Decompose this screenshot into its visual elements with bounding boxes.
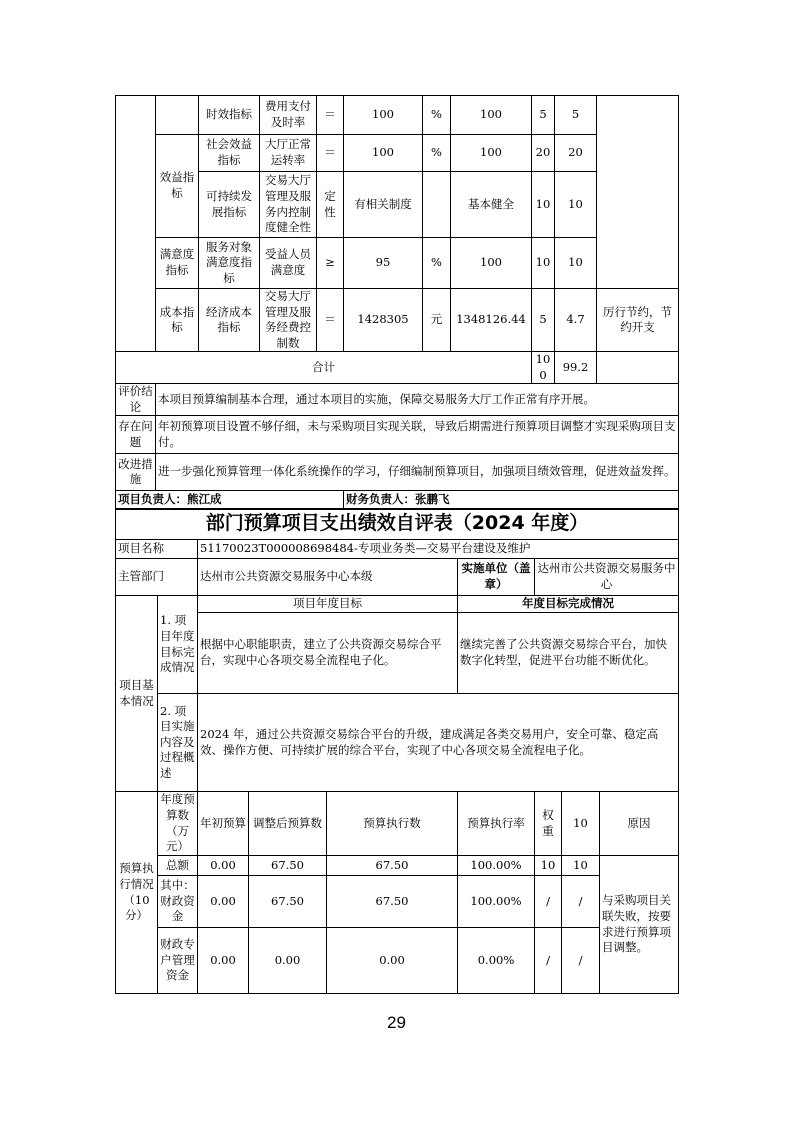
adjusted-budget-header: 调整后预算数 [249, 792, 327, 856]
budget-item: 总额 [158, 856, 198, 876]
weight: 5 [532, 96, 555, 135]
total-row [116, 352, 679, 384]
reason-text: 与采购项目关联失败，按要求进行预算项目调整。 [600, 856, 679, 994]
actual-value: 100 [451, 238, 532, 289]
score: / [562, 928, 600, 994]
actual-value: 基本健全 [451, 172, 532, 238]
executed-budget: 67.50 [327, 876, 458, 928]
table-row [116, 172, 679, 238]
page-title: 部门预算项目支出绩效自评表（2024 年度） [116, 509, 679, 540]
operator: ≥ [317, 238, 344, 289]
target-value: 有相关制度 [344, 172, 423, 238]
improvement-text: 进一步强化预算管理一体化系统操作的学习，仔细编制预算项目，加强项目绩效管理，促进效益发挥。 [156, 454, 679, 491]
budget-item-header: 年度预算数（万元） [158, 792, 198, 856]
total-score: 99.2 [555, 352, 597, 384]
implementation-text: 2024 年，通过公共资源交易综合平台的升级，建成满足各类交易用户，安全可靠、稳定高效、操作方便、可持续扩展的综合平台，实现了中心各项交易全流程电子化。 [198, 694, 679, 792]
unit: 元 [423, 289, 451, 352]
indicator-name: 交易大厅管理及服务经费控制数 [260, 289, 317, 352]
weight: 10 [532, 172, 555, 238]
department-label: 主管部门 [116, 559, 198, 596]
weight: / [535, 876, 562, 928]
signature-row [116, 491, 679, 510]
goal-label: 1. 项目年度目标完成情况 [158, 596, 198, 694]
score: 4.7 [555, 289, 597, 352]
table-row [116, 96, 679, 135]
issue-text: 年初预算项目设置不够仔细，未与采购项目实现关联，导致后期需进行预算项目调整才实现采购项目支付。 [156, 416, 679, 454]
operator: ＝ [317, 96, 344, 135]
sub-indicator: 经济成本指标 [199, 289, 260, 352]
indicator-name: 大厅正常运转率 [260, 135, 317, 172]
executed-budget: 0.00 [327, 928, 458, 994]
operator: 定性 [317, 172, 344, 238]
adjusted-budget: 67.50 [249, 856, 327, 876]
blank-cell [156, 96, 199, 135]
done-text: 继续完善了公共资源交易综合平台，加快数字化转型，促进平台功能不断优化。 [458, 613, 679, 694]
indicator-name: 费用支付及时率 [260, 96, 317, 135]
budget-header-row [116, 792, 679, 856]
unit: % [423, 96, 451, 135]
department: 达州市公共资源交易服务中心本级 [198, 559, 458, 596]
weight: 20 [532, 135, 555, 172]
weight: 5 [532, 289, 555, 352]
improvement-label: 改进措施 [116, 454, 156, 491]
initial-budget: 0.00 [198, 928, 249, 994]
unit: % [423, 135, 451, 172]
basic-info-label: 项目基本情况 [116, 596, 158, 792]
indicator-name: 交易大厅管理及服务内控制度健全性 [260, 172, 317, 238]
finance-leader: 财务负责人：张鹏飞 [344, 491, 679, 510]
score: / [562, 876, 600, 928]
actual-value: 100 [451, 135, 532, 172]
execution-rate: 0.00% [458, 928, 535, 994]
executed-budget-header: 预算执行数 [327, 792, 458, 856]
weight: 10 [532, 238, 555, 289]
budget-label: 预算执行情况（10分） [116, 792, 158, 994]
project-name: 51170023T000008698484-专项业务类—交易平台建设及维护 [198, 540, 679, 559]
adjusted-budget: 67.50 [249, 876, 327, 928]
adjusted-budget: 0.00 [249, 928, 327, 994]
table-row [116, 856, 679, 876]
score: 5 [555, 96, 597, 135]
improvement-row [116, 454, 679, 491]
budget-evaluation-table [115, 508, 679, 994]
reason-header: 原因 [600, 792, 679, 856]
department-row [116, 559, 679, 596]
table-row [116, 238, 679, 289]
goal-text: 根据中心职能职责，建立了公共资源交易综合平台，实现中心各项交易全流程电子化。 [198, 613, 458, 694]
execution-rate-header: 预算执行率 [458, 792, 535, 856]
execution-rate: 100.00% [458, 876, 535, 928]
blank-cell [116, 96, 156, 352]
operator: ＝ [317, 135, 344, 172]
actual-value: 100 [451, 96, 532, 135]
target-value: 95 [344, 238, 423, 289]
weight-header: 权重 [535, 792, 562, 856]
weight: 10 [535, 856, 562, 876]
target-value: 100 [344, 96, 423, 135]
issue-label: 存在问题 [116, 416, 156, 454]
target-value: 100 [344, 135, 423, 172]
table-row [116, 928, 679, 994]
performance-indicator-table [115, 95, 679, 510]
total-label: 合计 [116, 352, 532, 384]
score: 10 [555, 172, 597, 238]
goal-header: 项目年度目标 [198, 596, 458, 613]
category: 效益指标 [156, 135, 199, 238]
budget-item: 财政专户管理资金 [158, 928, 198, 994]
evaluation-label: 评价结论 [116, 384, 156, 416]
score-header: 10 [562, 792, 600, 856]
score: 10 [555, 238, 597, 289]
category: 满意度指标 [156, 238, 199, 289]
evaluation-text: 本项目预算编制基本合理，通过本项目的实施，保障交易服务大厅工作正常有序开展。 [156, 384, 679, 416]
weight: / [535, 928, 562, 994]
indicator-name: 受益人员满意度 [260, 238, 317, 289]
issue-row [116, 416, 679, 454]
sub-indicator: 时效指标 [199, 96, 260, 135]
implementing-unit-label: 实施单位（盖章） [458, 559, 535, 596]
unit [423, 172, 451, 238]
score: 10 [562, 856, 600, 876]
project-name-row [116, 540, 679, 559]
budget-item: 其中：财政资金 [158, 876, 198, 928]
project-name-label: 项目名称 [116, 540, 198, 559]
implementing-unit: 达州市公共资源交易服务中心 [535, 559, 679, 596]
initial-budget-header: 年初预算 [198, 792, 249, 856]
sub-indicator: 社会效益指标 [199, 135, 260, 172]
target-value: 1428305 [344, 289, 423, 352]
page-number: 29 [387, 1013, 406, 1032]
initial-budget: 0.00 [198, 876, 249, 928]
category: 成本指标 [156, 289, 199, 352]
implementation-label: 2. 项目实施内容及过程概述 [158, 694, 198, 792]
unit: % [423, 238, 451, 289]
blank-cell [597, 352, 679, 384]
sub-indicator: 服务对象满意度指标 [199, 238, 260, 289]
table-row [116, 289, 679, 352]
evaluation-row [116, 384, 679, 416]
executed-budget: 67.50 [327, 856, 458, 876]
table-row [116, 876, 679, 928]
done-header: 年度目标完成情况 [458, 596, 679, 613]
actual-value: 1348126.44 [451, 289, 532, 352]
execution-rate: 100.00% [458, 856, 535, 876]
score: 20 [555, 135, 597, 172]
table-row [116, 135, 679, 172]
note: 厉行节约，节约开支 [597, 289, 679, 352]
total-weight: 100 [532, 352, 555, 384]
sub-indicator: 可持续发展指标 [199, 172, 260, 238]
note [597, 96, 679, 289]
initial-budget: 0.00 [198, 856, 249, 876]
operator: ＝ [317, 289, 344, 352]
project-leader: 项目负责人：熊江成 [116, 491, 344, 510]
